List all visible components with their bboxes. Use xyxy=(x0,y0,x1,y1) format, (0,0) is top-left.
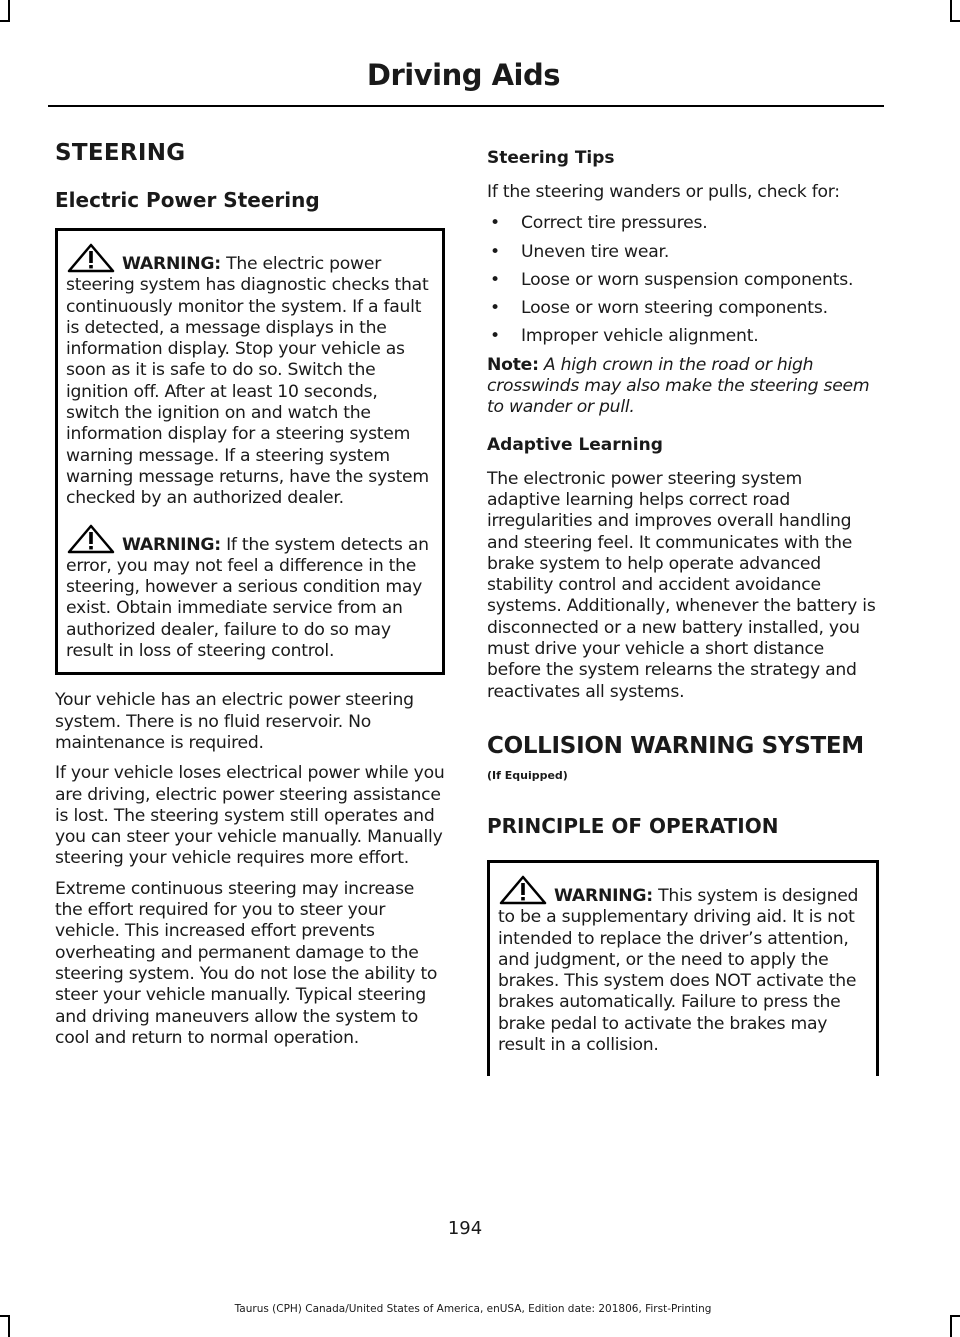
warning-text: This system is designed to be a supplementary driving aid. It is not intended to replace the driver’s attention, and judgment, or the need to apply the brakes. This system does NOT activate the brakes automatically. Failure to press the brake pedal to activate the brakes may result in a collision. xyxy=(498,885,859,1056)
list-item xyxy=(487,326,879,347)
bullet-icon: • xyxy=(490,241,500,262)
crop-mark xyxy=(950,0,952,20)
warning-box xyxy=(487,860,879,1076)
body-paragraph: Extreme continuous steering may increase the effort required for you to steer your vehicle. This increased effort prevents overheating and permanent damage to the steering system. You do not lose the ability to steer your vehicle manually. Typical steering and driving maneuvers allow the system to cool and return to normal operation. xyxy=(55,878,438,1048)
list-item-text: Uneven tire wear. xyxy=(521,241,670,262)
body-paragraph: If your vehicle loses electrical power while you are driving, electric power steering assistance is lost. The steering system still operates and you can steer your vehicle manually. Manually steering your vehicle requires more effort. xyxy=(55,763,445,869)
crop-mark xyxy=(8,0,10,20)
right-column xyxy=(487,148,879,1091)
footer-text: Taurus (CPH) Canada/United States of America, enUSA, Edition date: 201806, First-Printing xyxy=(234,1303,712,1315)
note-text: A high crown in the road or high crosswinds may also make the steering seem to wander or pull. xyxy=(487,354,870,418)
left-column xyxy=(55,140,445,1058)
bullet-icon: • xyxy=(490,213,500,234)
warning-triangle-icon xyxy=(498,875,548,905)
crop-mark xyxy=(8,1317,10,1337)
crop-mark xyxy=(950,1315,960,1317)
bullet-icon: • xyxy=(490,269,500,290)
warning-label: WARNING: xyxy=(122,534,221,555)
list-item-text: Loose or worn steering components. xyxy=(521,298,828,319)
tips-list xyxy=(487,213,879,347)
warning-box xyxy=(55,228,445,675)
if-equipped-label: (If Equipped) xyxy=(487,768,568,782)
page-number: 194 xyxy=(447,1218,483,1239)
body-paragraph: The electronic power steering system adaptive learning helps correct road irregularities and improves overall handling and steering feel. It communicates with the brake system to help operate advanced stability control and accident avoidance systems. Additionally, whenever the battery is disconnected or a new battery installed, you must drive your vehicle a short distance before the system relearns the strategy and reactivates all systems. xyxy=(487,468,876,702)
steering-tips-heading: Steering Tips xyxy=(487,148,615,168)
warning-text: If the system detects an error, you may not feel a difference in the steering, however a serious condition may exist. Obtain immediate service from an authorized dealer, failure to do so may result in loss of steering control. xyxy=(66,534,429,662)
header-divider xyxy=(48,105,884,107)
bullet-icon: • xyxy=(490,326,500,347)
body-paragraph: Your vehicle has an electric power steering system. There is no fluid reservoir. No maintenance is required. xyxy=(55,690,414,753)
list-item xyxy=(487,213,879,234)
collision-warning-heading: COLLISION WARNING SYSTEM xyxy=(487,732,864,759)
list-item xyxy=(487,270,879,291)
tips-intro: If the steering wanders or pulls, check for: xyxy=(487,182,840,202)
crop-mark xyxy=(0,1315,10,1317)
crop-mark xyxy=(950,20,960,22)
steering-heading: STEERING xyxy=(55,140,186,166)
list-item-text: Improper vehicle alignment. xyxy=(521,326,759,347)
electric-power-steering-heading: Electric Power Steering xyxy=(55,188,320,212)
warning-triangle-icon xyxy=(66,524,116,554)
section-title: Driving Aids xyxy=(366,58,560,92)
bullet-icon: • xyxy=(490,298,500,319)
note-label: Note: xyxy=(487,354,539,375)
note xyxy=(487,355,879,419)
principle-heading: PRINCIPLE OF OPERATION xyxy=(487,813,779,838)
warning-label: WARNING: xyxy=(122,254,221,274)
warning-triangle-icon xyxy=(66,243,116,273)
list-item-text: Loose or worn suspension components. xyxy=(521,269,854,290)
list-item-text: Correct tire pressures. xyxy=(521,213,708,234)
warning-paragraph xyxy=(498,875,869,1056)
crop-mark xyxy=(950,1317,952,1337)
crop-mark xyxy=(0,20,10,22)
list-item xyxy=(487,298,879,319)
warning-text: The electric power steering system has diagnostic checks that continuously monitor the system. If a fault is detected, a message displays in the information display. Stop your vehicle as soon as it is safe to do so. Switch the ignition off. After at least 10 seconds, switch the ignition on and watch the information display for a steering system warning message. If a steering system warning message returns, have the system checked by an authorized dealer. xyxy=(66,254,429,509)
warning-paragraph xyxy=(66,243,435,510)
adaptive-learning-heading: Adaptive Learning xyxy=(487,434,663,455)
warning-paragraph xyxy=(66,524,435,663)
warning-label: WARNING: xyxy=(554,885,653,906)
list-item xyxy=(487,242,879,263)
